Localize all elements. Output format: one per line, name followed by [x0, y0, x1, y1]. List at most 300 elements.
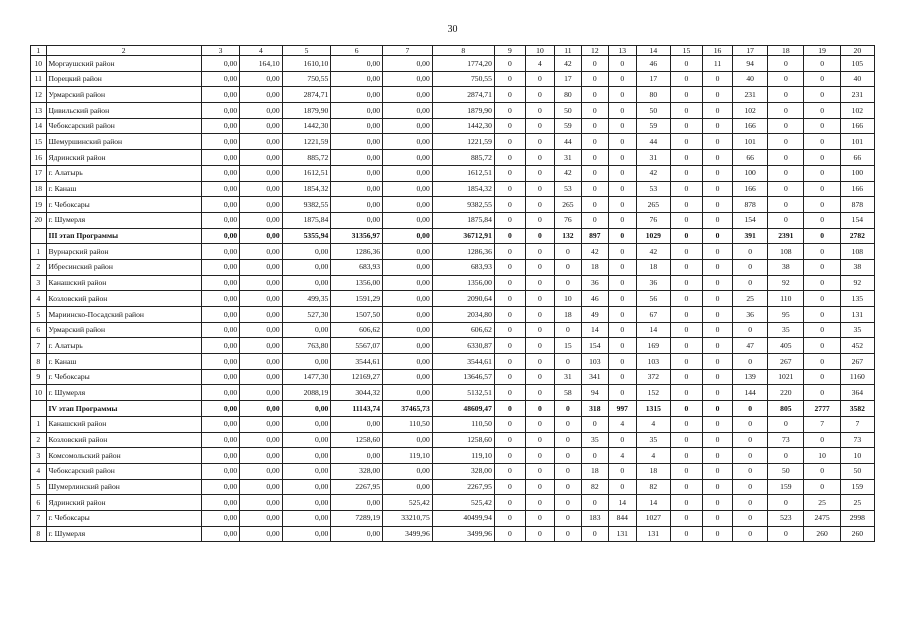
- table-cell: 102: [840, 103, 874, 119]
- table-cell: 0,00: [240, 448, 282, 464]
- table-cell: 1774,20: [432, 56, 494, 72]
- table-cell: 0: [608, 181, 636, 197]
- table-cell: 0: [670, 150, 702, 166]
- table-cell: 0: [670, 56, 702, 72]
- table-cell: 1356,00: [331, 275, 383, 291]
- table-cell: 18: [581, 259, 608, 275]
- table-cell: 12169,27: [331, 369, 383, 385]
- table-cell: 0: [670, 322, 702, 338]
- table-cell: 0: [670, 244, 702, 260]
- table-cell: 108: [768, 244, 804, 260]
- table-cell: 0: [494, 291, 525, 307]
- table-cell: 18: [581, 463, 608, 479]
- table-cell: 0,00: [240, 118, 282, 134]
- table-cell: 0: [608, 354, 636, 370]
- row-name: г. Чебоксары: [46, 510, 201, 526]
- table-cell: 0,00: [282, 275, 331, 291]
- table-cell: 25: [733, 291, 768, 307]
- table-cell: 0,00: [240, 510, 282, 526]
- table-cell: 0,00: [331, 448, 383, 464]
- table-cell: 0,00: [383, 118, 433, 134]
- table-cell: 0,00: [282, 401, 331, 417]
- row-name: Моргаушский район: [46, 56, 201, 72]
- table-cell: 0,00: [383, 369, 433, 385]
- table-cell: 100: [840, 165, 874, 181]
- table-cell: 105: [840, 56, 874, 72]
- table-cell: 31: [636, 150, 670, 166]
- table-cell: 0,00: [383, 463, 433, 479]
- table-cell: 0,00: [201, 56, 239, 72]
- table-cell: 0,00: [201, 259, 239, 275]
- table-cell: 0: [733, 322, 768, 338]
- table-cell: 0: [581, 212, 608, 228]
- row-name: Цивильский район: [46, 103, 201, 119]
- table-cell: 0: [703, 495, 733, 511]
- table-cell: 0: [525, 150, 554, 166]
- row-number: 2: [31, 432, 47, 448]
- table-cell: 9382,55: [432, 197, 494, 213]
- table-cell: 0: [494, 369, 525, 385]
- table-cell: 0,00: [240, 401, 282, 417]
- table-cell: 42: [581, 244, 608, 260]
- table-cell: 231: [840, 87, 874, 103]
- table-cell: 0: [525, 134, 554, 150]
- table-cell: 844: [608, 510, 636, 526]
- table-cell: 0,00: [201, 385, 239, 401]
- table-cell: 0: [804, 479, 840, 495]
- row-name: г. Канаш: [46, 354, 201, 370]
- table-cell: 0: [525, 275, 554, 291]
- table-cell: 0: [768, 56, 804, 72]
- table-cell: 0: [525, 71, 554, 87]
- table-cell: 1442,30: [432, 118, 494, 134]
- table-cell: 0: [525, 87, 554, 103]
- table-cell: 0,00: [331, 71, 383, 87]
- table-cell: 1875,84: [282, 212, 331, 228]
- table-cell: 0: [670, 338, 702, 354]
- table-cell: 0: [525, 322, 554, 338]
- table-cell: 0: [608, 87, 636, 103]
- table-cell: 0: [494, 385, 525, 401]
- table-cell: 0: [525, 510, 554, 526]
- table-cell: 5355,94: [282, 228, 331, 244]
- table-cell: 0: [804, 244, 840, 260]
- table-cell: 154: [840, 212, 874, 228]
- table-cell: 38: [840, 259, 874, 275]
- table-cell: 0: [494, 56, 525, 72]
- table-cell: 0: [525, 369, 554, 385]
- table-cell: 40499,94: [432, 510, 494, 526]
- table-cell: 37465,73: [383, 401, 433, 417]
- table-cell: 50: [768, 463, 804, 479]
- table-cell: 0,00: [201, 150, 239, 166]
- table-cell: 0,00: [383, 385, 433, 401]
- table-cell: 0: [608, 432, 636, 448]
- table-cell: 0: [494, 526, 525, 542]
- column-number: 9: [494, 46, 525, 56]
- table-row: [31, 322, 875, 338]
- table-cell: 0,00: [201, 416, 239, 432]
- table-cell: 0: [804, 165, 840, 181]
- table-cell: 0: [670, 165, 702, 181]
- table-cell: 0: [703, 322, 733, 338]
- table-cell: 0: [525, 432, 554, 448]
- table-cell: 0,00: [201, 71, 239, 87]
- table-cell: 10: [554, 291, 581, 307]
- table-cell: 2088,19: [282, 385, 331, 401]
- table-cell: 0,00: [331, 87, 383, 103]
- table-cell: 0: [703, 71, 733, 87]
- table-cell: 0: [581, 118, 608, 134]
- table-cell: 0,00: [282, 259, 331, 275]
- table-cell: 1879,90: [282, 103, 331, 119]
- table-cell: 7: [804, 416, 840, 432]
- table-cell: 132: [554, 228, 581, 244]
- table-row: [31, 448, 875, 464]
- column-number: 19: [804, 46, 840, 56]
- table-cell: 0,00: [240, 495, 282, 511]
- table-cell: 0: [608, 134, 636, 150]
- table-cell: 0,00: [331, 103, 383, 119]
- table-cell: 328,00: [331, 463, 383, 479]
- table-cell: 3544,61: [331, 354, 383, 370]
- table-cell: 0: [494, 479, 525, 495]
- table-row: [31, 369, 875, 385]
- table-cell: 53: [636, 181, 670, 197]
- table-cell: 525,42: [432, 495, 494, 511]
- table-cell: 0,00: [240, 197, 282, 213]
- table-cell: 0: [703, 479, 733, 495]
- table-cell: 0,00: [201, 197, 239, 213]
- table-cell: 763,80: [282, 338, 331, 354]
- table-cell: 318: [581, 401, 608, 417]
- table-cell: 0: [768, 448, 804, 464]
- row-name: Ядринский район: [46, 150, 201, 166]
- row-number: 10: [31, 385, 47, 401]
- table-cell: 0,00: [201, 118, 239, 134]
- table-cell: 58: [554, 385, 581, 401]
- table-cell: 50: [636, 103, 670, 119]
- table-cell: 0: [554, 275, 581, 291]
- table-cell: 0: [554, 479, 581, 495]
- table-cell: 0,00: [240, 259, 282, 275]
- table-cell: 42: [554, 165, 581, 181]
- table-cell: 0: [608, 338, 636, 354]
- table-cell: 452: [840, 338, 874, 354]
- table-cell: 0: [554, 526, 581, 542]
- table-cell: 0: [581, 150, 608, 166]
- table-cell: 42: [636, 244, 670, 260]
- table-cell: 997: [608, 401, 636, 417]
- row-name: г. Шумерля: [46, 526, 201, 542]
- table-cell: 0: [733, 479, 768, 495]
- table-cell: 0: [768, 495, 804, 511]
- table-cell: 0: [525, 526, 554, 542]
- table-cell: 0,00: [240, 150, 282, 166]
- table-cell: 0: [494, 432, 525, 448]
- table-cell: 0: [733, 526, 768, 542]
- table-cell: 166: [733, 181, 768, 197]
- table-cell: 82: [636, 479, 670, 495]
- table-cell: 0: [554, 354, 581, 370]
- table-cell: 499,35: [282, 291, 331, 307]
- table-cell: 0: [608, 322, 636, 338]
- table-cell: 1027: [636, 510, 670, 526]
- table-cell: 131: [840, 307, 874, 323]
- table-cell: 0: [494, 212, 525, 228]
- program-table: [30, 45, 875, 542]
- table-cell: 2267,95: [432, 479, 494, 495]
- table-cell: 2090,64: [432, 291, 494, 307]
- table-cell: 0: [768, 71, 804, 87]
- table-cell: 0: [804, 275, 840, 291]
- table-row: [31, 307, 875, 323]
- table-row: [31, 87, 875, 103]
- table-cell: 0,00: [201, 291, 239, 307]
- table-cell: 38: [768, 259, 804, 275]
- table-cell: 169: [636, 338, 670, 354]
- table-cell: 0,00: [240, 134, 282, 150]
- table-cell: 0: [494, 463, 525, 479]
- table-cell: 1160: [840, 369, 874, 385]
- table-cell: 82: [581, 479, 608, 495]
- table-cell: 166: [840, 181, 874, 197]
- table-cell: 0: [703, 291, 733, 307]
- table-cell: 0: [670, 307, 702, 323]
- row-number: 2: [31, 259, 47, 275]
- table-cell: 0,00: [201, 134, 239, 150]
- table-cell: 0: [494, 244, 525, 260]
- table-cell: 11: [703, 56, 733, 72]
- table-cell: 265: [636, 197, 670, 213]
- table-cell: 108: [840, 244, 874, 260]
- table-cell: 119,10: [383, 448, 433, 464]
- table-cell: 0: [608, 463, 636, 479]
- table-cell: 0: [608, 369, 636, 385]
- table-cell: 18: [554, 307, 581, 323]
- table-cell: 0: [525, 212, 554, 228]
- table-cell: 0: [733, 432, 768, 448]
- table-cell: 131: [608, 526, 636, 542]
- table-cell: 0,00: [383, 228, 433, 244]
- table-cell: 110,50: [383, 416, 433, 432]
- table-cell: 0,00: [282, 510, 331, 526]
- table-cell: 0: [768, 134, 804, 150]
- table-cell: 0,00: [331, 526, 383, 542]
- stage-total-row: [31, 228, 875, 244]
- table-cell: 0: [554, 244, 581, 260]
- table-cell: 2391: [768, 228, 804, 244]
- table-cell: 0: [804, 134, 840, 150]
- table-cell: 0: [804, 322, 840, 338]
- table-row: [31, 338, 875, 354]
- table-cell: 166: [733, 118, 768, 134]
- row-number: 5: [31, 307, 47, 323]
- table-cell: 1612,51: [282, 165, 331, 181]
- table-cell: 0: [670, 87, 702, 103]
- table-row: [31, 526, 875, 542]
- table-cell: 372: [636, 369, 670, 385]
- table-cell: 0: [608, 71, 636, 87]
- table-cell: 0: [581, 56, 608, 72]
- table-cell: 0: [670, 510, 702, 526]
- table-cell: 31: [554, 369, 581, 385]
- table-cell: 0: [494, 181, 525, 197]
- table-cell: 0,00: [282, 416, 331, 432]
- table-cell: 0: [768, 150, 804, 166]
- table-cell: 0,00: [383, 197, 433, 213]
- table-cell: 44: [636, 134, 670, 150]
- table-row: [31, 56, 875, 72]
- table-cell: 0,00: [201, 354, 239, 370]
- row-name: Чебоксарский район: [46, 118, 201, 134]
- row-name: Комсомольский район: [46, 448, 201, 464]
- table-cell: 18: [636, 463, 670, 479]
- table-cell: 3544,61: [432, 354, 494, 370]
- table-cell: 0: [525, 463, 554, 479]
- table-cell: 0: [525, 181, 554, 197]
- table-cell: 1879,90: [432, 103, 494, 119]
- table-cell: 0: [733, 495, 768, 511]
- table-cell: 260: [840, 526, 874, 542]
- table-cell: 0,00: [201, 448, 239, 464]
- table-cell: 878: [840, 197, 874, 213]
- table-cell: 66: [840, 150, 874, 166]
- table-cell: 56: [636, 291, 670, 307]
- table-cell: 0,00: [240, 307, 282, 323]
- table-cell: 0,00: [331, 56, 383, 72]
- row-name: Чебоксарский район: [46, 463, 201, 479]
- column-number: 2: [46, 46, 201, 56]
- table-cell: 0,00: [282, 354, 331, 370]
- table-cell: 0: [804, 432, 840, 448]
- table-cell: 0,00: [240, 338, 282, 354]
- table-cell: 0: [608, 165, 636, 181]
- table-cell: 750,55: [282, 71, 331, 87]
- table-cell: 0: [703, 463, 733, 479]
- table-cell: 0: [670, 369, 702, 385]
- table-cell: 103: [636, 354, 670, 370]
- row-number: [31, 401, 47, 417]
- table-cell: 14: [636, 322, 670, 338]
- table-cell: 0: [494, 495, 525, 511]
- table-cell: 1591,29: [331, 291, 383, 307]
- table-cell: 0: [670, 526, 702, 542]
- table-cell: 0: [554, 259, 581, 275]
- table-cell: 1854,32: [432, 181, 494, 197]
- column-number: 7: [383, 46, 433, 56]
- table-cell: 0: [804, 71, 840, 87]
- table-cell: 0,00: [240, 212, 282, 228]
- row-name: III этап Программы: [46, 228, 201, 244]
- row-number: 1: [31, 416, 47, 432]
- table-cell: 14: [636, 495, 670, 511]
- table-cell: 36: [581, 275, 608, 291]
- table-cell: 159: [840, 479, 874, 495]
- table-cell: 0: [525, 165, 554, 181]
- table-cell: 0,00: [201, 244, 239, 260]
- row-name: г. Шумерля: [46, 385, 201, 401]
- table-cell: 0: [703, 401, 733, 417]
- table-cell: 73: [768, 432, 804, 448]
- table-cell: 94: [581, 385, 608, 401]
- table-cell: 2267,95: [331, 479, 383, 495]
- table-cell: 44: [554, 134, 581, 150]
- table-cell: 885,72: [282, 150, 331, 166]
- table-cell: 7: [840, 416, 874, 432]
- table-cell: 0: [525, 307, 554, 323]
- row-name: г. Шумерля: [46, 212, 201, 228]
- table-cell: 0,00: [383, 291, 433, 307]
- table-row: [31, 432, 875, 448]
- table-cell: 92: [768, 275, 804, 291]
- table-cell: 101: [733, 134, 768, 150]
- table-cell: 0: [670, 401, 702, 417]
- table-cell: 405: [768, 338, 804, 354]
- table-cell: 2874,71: [282, 87, 331, 103]
- row-number: 14: [31, 118, 47, 134]
- table-cell: 0,00: [201, 322, 239, 338]
- table-cell: 0: [703, 338, 733, 354]
- table-cell: 0: [554, 401, 581, 417]
- table-cell: 0: [525, 197, 554, 213]
- column-number: 6: [331, 46, 383, 56]
- table-cell: 80: [636, 87, 670, 103]
- row-number: 12: [31, 87, 47, 103]
- table-cell: 0,00: [240, 322, 282, 338]
- table-cell: 0: [581, 134, 608, 150]
- table-cell: 17: [554, 71, 581, 87]
- table-cell: 0: [804, 212, 840, 228]
- table-cell: 0: [703, 212, 733, 228]
- table-cell: 0: [733, 275, 768, 291]
- table-row: [31, 259, 875, 275]
- table-cell: 0,00: [282, 526, 331, 542]
- table-cell: 220: [768, 385, 804, 401]
- table-cell: 1854,32: [282, 181, 331, 197]
- table-cell: 0: [494, 338, 525, 354]
- table-cell: 0,00: [331, 495, 383, 511]
- table-cell: 0: [703, 134, 733, 150]
- table-cell: 0: [703, 150, 733, 166]
- table-cell: 0: [670, 291, 702, 307]
- table-cell: 110,50: [432, 416, 494, 432]
- table-cell: 0,00: [282, 479, 331, 495]
- table-cell: 0,00: [240, 71, 282, 87]
- table-cell: 0,00: [240, 275, 282, 291]
- table-cell: 80: [554, 87, 581, 103]
- row-number: 3: [31, 275, 47, 291]
- table-cell: 0,00: [201, 338, 239, 354]
- table-cell: 0: [581, 165, 608, 181]
- table-row: [31, 385, 875, 401]
- row-number: 4: [31, 291, 47, 307]
- table-cell: 0,00: [201, 103, 239, 119]
- table-row: [31, 463, 875, 479]
- table-cell: 0: [703, 165, 733, 181]
- table-cell: 25: [804, 495, 840, 511]
- table-cell: 0: [733, 510, 768, 526]
- table-cell: 17: [636, 71, 670, 87]
- table-cell: 36: [636, 275, 670, 291]
- table-cell: 1875,84: [432, 212, 494, 228]
- table-cell: 154: [581, 338, 608, 354]
- table-cell: 183: [581, 510, 608, 526]
- table-cell: 0: [554, 463, 581, 479]
- table-cell: 0,00: [383, 103, 433, 119]
- table-cell: 76: [636, 212, 670, 228]
- table-cell: 0: [703, 416, 733, 432]
